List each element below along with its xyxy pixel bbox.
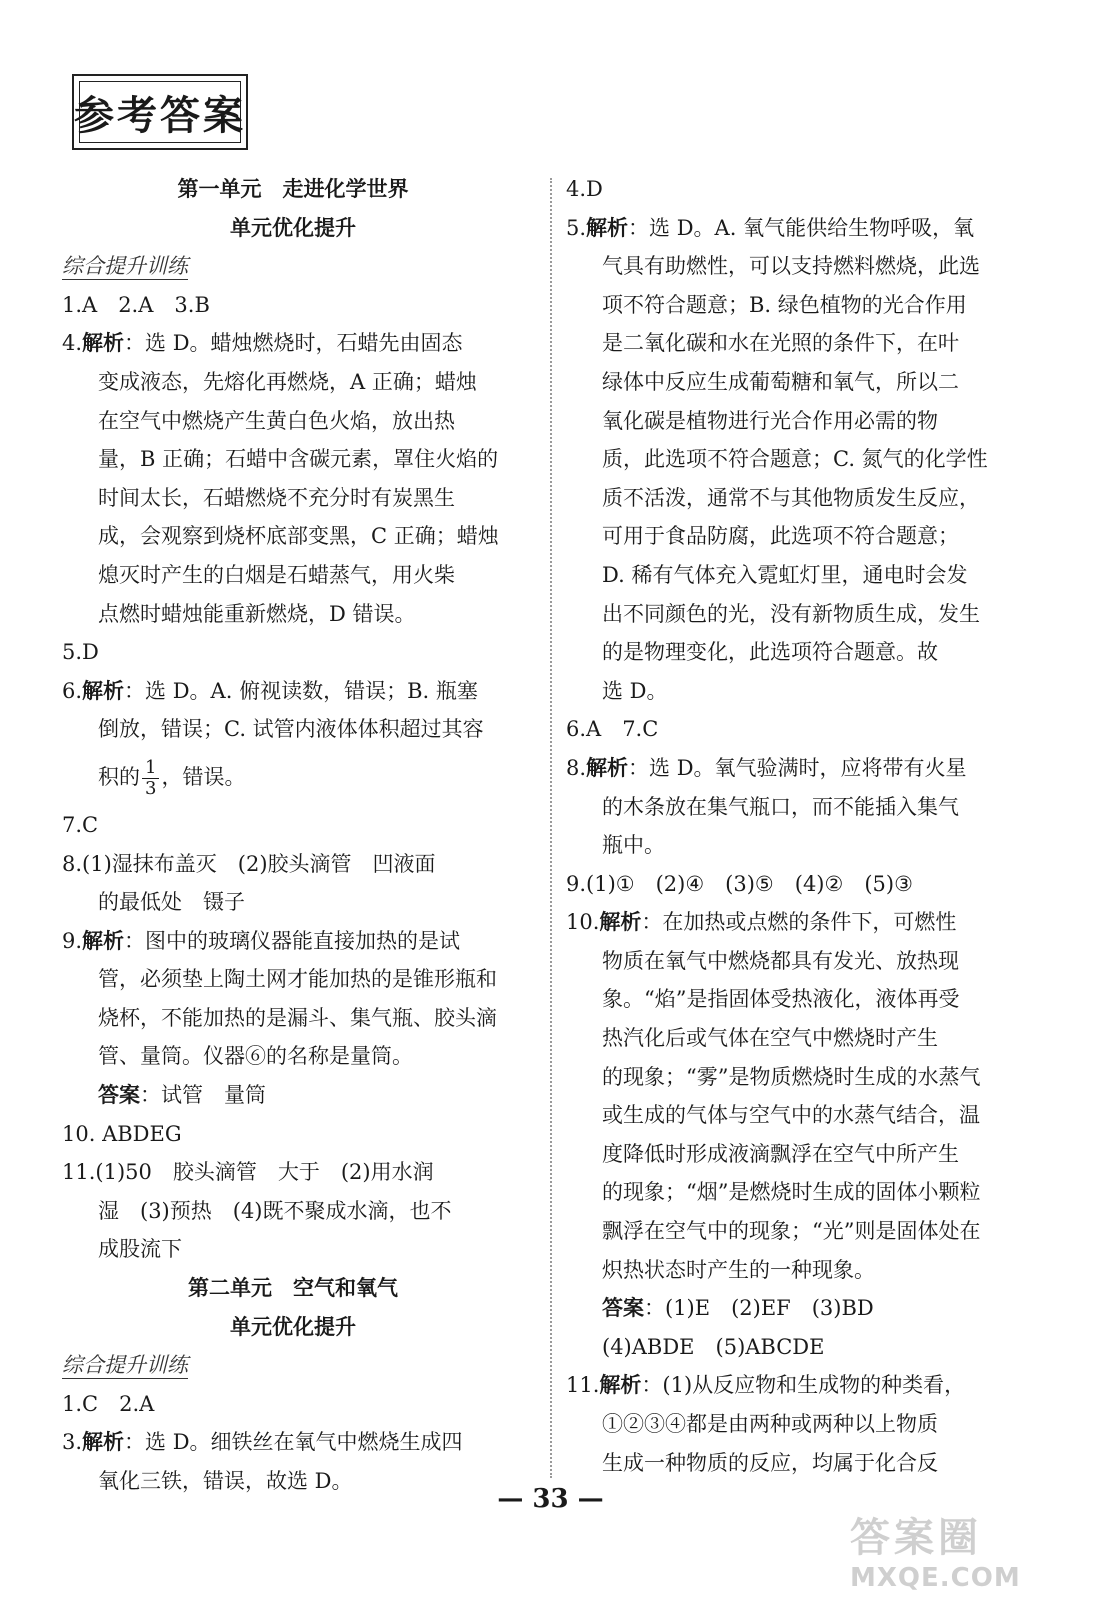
answer-line: 1.A 2.A 3.B (62, 292, 210, 317)
watermark (850, 1506, 1090, 1596)
answer-line: 6.A 7.C (566, 717, 659, 742)
q10-answer-cont: (4)ABDE (5)ABCDE (602, 1334, 825, 1359)
q9-line: 管、量筒。仪器⑥的名称是量筒。 (98, 1044, 413, 1069)
answer-line: 11.(1)50 胶头滴管 大于 (2)用水润 (62, 1160, 434, 1185)
q10-line: 或生成的气体与空气中的水蒸气结合，温 (602, 1103, 980, 1128)
u2-q3-line: 氧化三铁，错误，故选 D。 (98, 1469, 353, 1493)
q10-line: 热汽化后或气体在空气中燃烧时产生 (602, 1026, 938, 1051)
q6-analysis: 6.解析：选 D。A. 俯视读数，错误；B. 瓶塞 (62, 678, 478, 703)
q10-analysis: 10.解析：在加热或点燃的条件下，可燃性 (566, 910, 957, 935)
watermark-text: 答案圈 (850, 1515, 982, 1561)
q5-analysis: 5.解析：选 D。A. 氧气能供给生物呼吸，氧 (566, 215, 975, 240)
q5-line: 绿体中反应生成葡萄糖和氧气，所以二 (602, 369, 959, 394)
column-divider (550, 178, 552, 1478)
answer-line: 10. ABDEG (62, 1121, 182, 1146)
q9-answer: 答案：试管 量筒 (98, 1083, 266, 1108)
answer-line: 湿 (3)预热 (4)既不聚成水滴，也不 (98, 1198, 452, 1223)
q11-line: ①②③④都是由两种或两种以上物质 (602, 1412, 938, 1436)
q4-line: 点燃时蜡烛能重新燃烧，D 错误。 (98, 601, 416, 626)
q4-analysis: 4.解析：选 D。蜡烛燃烧时，石蜡先由固态 (62, 331, 463, 356)
answer-line: 的最低处 镊子 (98, 890, 245, 915)
q6-line-fraction: 积的 $\frac{1}{3}$ ，错误。 (98, 756, 246, 799)
q5-line: 质不活泼，通常不与其他物质发生反应， (602, 485, 980, 510)
watermark-url: MXQE.COM (850, 1563, 1021, 1593)
q9-analysis: 9.解析：图中的玻璃仪器能直接加热的是试 (62, 928, 461, 953)
q8-analysis: 8.解析：选 D。氧气验满时，应将带有火星 (566, 755, 967, 780)
q5-line: 氧化碳是植物进行光合作用必需的物 (602, 408, 938, 433)
answer-line: 8.(1)湿抹布盖灭 (2)胶头滴管 凹液面 (62, 851, 436, 876)
unit2-section-heading: 单元优化提升 (230, 1314, 356, 1339)
q10-line: 物质在氧气中燃烧都具有发光、放热现 (602, 948, 959, 973)
q4-line: 成，会观察到烧杯底部变黑，C 正确；蜡烛 (98, 524, 499, 549)
q4-line: 在空气中燃烧产生黄白色火焰，放出热 (98, 408, 455, 433)
q11-line: 生成一种物质的反应，均属于化合反 (602, 1450, 938, 1475)
q10-line: 的现象；“烟”是燃烧时生成的固体小颗粒 (602, 1180, 981, 1205)
q8-line: 瓶中。 (602, 833, 665, 858)
q5-line: 的是物理变化，此选项符合题意。故 (602, 640, 938, 665)
unit1-training-heading: 综合提升训练 (62, 254, 188, 279)
q5-line: D. 稀有气体充入霓虹灯里，通电时会发 (602, 562, 968, 587)
answer-line: 成股流下 (98, 1237, 182, 1262)
right-column (566, 170, 1028, 1482)
answer-key-title-box (72, 74, 248, 150)
q10-line: 象。“焰”是指固体受热液化，液体再受 (602, 987, 960, 1012)
q5-line: 质，此选项不符合题意；C. 氮气的化学性 (602, 447, 988, 472)
q6-line: 倒放，错误；C. 试管内液体体积超过其容 (98, 717, 484, 742)
q5-line: 选 D。 (602, 678, 668, 703)
unit1-section-heading: 单元优化提升 (230, 215, 356, 240)
answer-line: 1.C 2.A (62, 1391, 155, 1416)
left-column (62, 170, 524, 1501)
unit2-training-heading: 综合提升训练 (62, 1353, 188, 1378)
fraction-one-third: $\frac{1}{3}$ (142, 758, 159, 799)
q10-line: 的现象；“雾”是物质燃烧时生成的水蒸气 (602, 1064, 981, 1089)
answer-line: 4.D (566, 177, 603, 201)
q9-line: 管，必须垫上陶土网才能加热的是锥形瓶和 (98, 967, 497, 992)
unit1-title: 第一单元 走进化学世界 (177, 177, 409, 201)
q5-line: 气具有助燃性，可以支持燃料燃烧，此选 (602, 254, 980, 279)
q10-line: 度降低时形成液滴飘浮在空气中所产生 (602, 1141, 959, 1166)
page-number: — 33 — (497, 1484, 604, 1514)
q10-line: 炽热状态时产生的一种现象。 (602, 1257, 875, 1282)
u2-q3-analysis: 3.解析：选 D。细铁丝在氧气中燃烧生成四 (62, 1430, 463, 1455)
q5-line: 项不符合题意；B. 绿色植物的光合作用 (602, 292, 967, 317)
q9-line: 烧杯，不能加热的是漏斗、集气瓶、胶头滴 (98, 1005, 497, 1030)
q11-analysis: 11.解析：(1)从反应物和生成物的种类看， (566, 1373, 966, 1398)
q4-line: 时间太长，石蜡燃烧不充分时有炭黑生 (98, 485, 455, 510)
answer-line: 5.D (62, 640, 99, 665)
q4-line: 变成液态，先熔化再燃烧，A 正确；蜡烛 (98, 369, 477, 394)
q10-line: 飘浮在空气中的现象；“光”则是固体处在 (602, 1219, 981, 1244)
answer-key-title: 参考答案 (74, 91, 246, 139)
q5-line: 出不同颜色的光，没有新物质生成，发生 (602, 601, 980, 626)
q8-line: 的木条放在集气瓶口，而不能插入集气 (602, 794, 959, 819)
answer-line: 9.(1)① (2)④ (3)⑤ (4)② (5)③ (566, 871, 913, 896)
unit2-title: 第二单元 空气和氧气 (188, 1276, 398, 1301)
q4-line: 量，B 正确；石蜡中含碳元素，罩住火焰的 (98, 447, 499, 472)
answer-line: 7.C (62, 812, 99, 837)
q5-line: 可用于食品防腐，此选项不符合题意； (602, 524, 959, 549)
q5-line: 是二氧化碳和水在光照的条件下，在叶 (602, 331, 959, 356)
q4-line: 熄灭时产生的白烟是石蜡蒸气，用火柴 (98, 562, 455, 587)
q10-answer: 答案：(1)E (2)EF (3)BD (602, 1296, 874, 1321)
